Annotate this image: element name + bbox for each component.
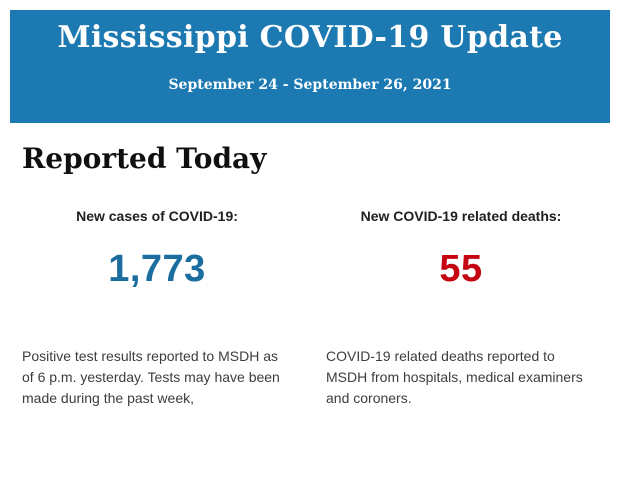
stat-card-new-deaths <box>326 208 596 409</box>
new-cases-value: 1,773 <box>108 248 206 290</box>
newsletter-title: Mississippi COVID-19 Update <box>57 20 563 55</box>
section-heading: Reported Today <box>22 142 267 175</box>
new-cases-description: Positive test results reported to MSDH as of 6 p.m. yesterday. Tests may have been made during the past week, <box>22 348 280 406</box>
header-banner <box>10 10 610 123</box>
stat-card-new-cases <box>22 208 292 409</box>
new-deaths-description: COVID-19 related deaths reported to MSDH from hospitals, medical examiners and coroners. <box>326 348 583 406</box>
new-deaths-label: New COVID-19 related deaths: <box>360 208 562 224</box>
main-content <box>0 142 620 409</box>
new-cases-label: New cases of COVID-19: <box>76 208 238 224</box>
new-deaths-value: 55 <box>439 248 483 290</box>
stats-columns <box>22 208 598 409</box>
date-range: September 24 - September 26, 2021 <box>168 77 452 93</box>
